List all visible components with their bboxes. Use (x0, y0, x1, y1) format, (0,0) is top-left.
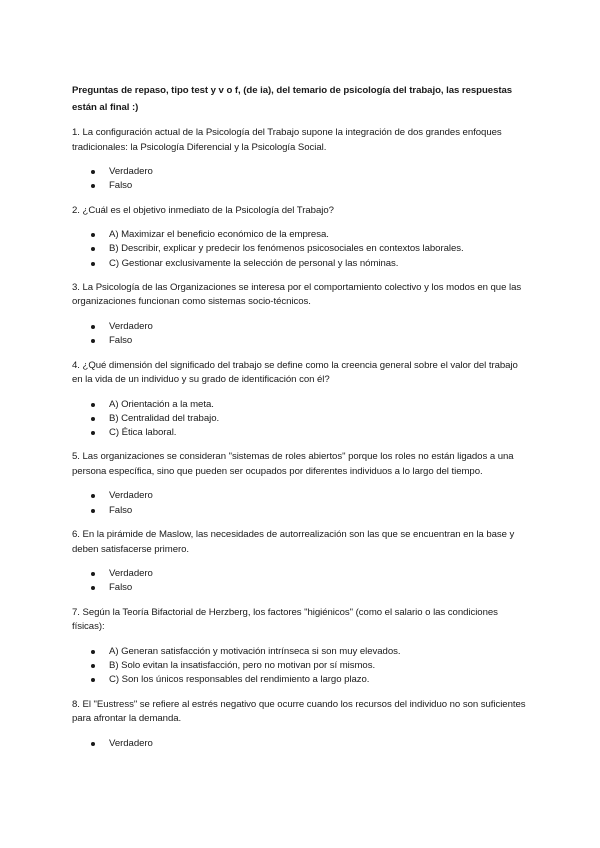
bullet-icon (91, 431, 95, 435)
option-label: Falso (109, 504, 133, 516)
option-label: Falso (109, 582, 133, 594)
question-text: 6. En la pirámide de Maslow, las necesidades de autorrealización son las que se encuentran en la base y deben satisfacerse primero. (72, 529, 515, 555)
option-item (72, 242, 528, 256)
option-list (72, 165, 528, 194)
option-item (72, 426, 528, 440)
bullet-icon (91, 417, 95, 421)
option-item (72, 257, 528, 271)
option-list (72, 398, 528, 441)
option-label: C) Son los únicos responsables del rendimiento a largo plazo. (109, 674, 370, 686)
option-label: Verdadero (109, 568, 153, 580)
bullet-icon (91, 742, 95, 746)
option-item (72, 398, 528, 412)
question-block (72, 528, 528, 596)
option-label: Verdadero (109, 490, 153, 502)
document-page (72, 82, 528, 761)
bullet-icon (91, 664, 95, 668)
bullet-icon (91, 170, 95, 174)
question-text: 4. ¿Qué dimensión del significado del trabajo se define como la creencia general sobre el valor del trabajo en la vida de un individuo y su grado de identificación con él? (72, 359, 518, 386)
option-label: C) Ética laboral. (109, 427, 177, 439)
question-list (72, 126, 528, 751)
question-text: 2. ¿Cuál es el objetivo inmediato de la Psicología del Trabajo? (72, 204, 334, 216)
bullet-icon (91, 494, 95, 498)
bullet-icon (91, 262, 95, 266)
option-item (72, 228, 528, 242)
question-block (72, 126, 528, 194)
option-item (72, 504, 528, 518)
option-label: A) Orientación a la meta. (109, 398, 214, 410)
option-label: Falso (109, 335, 133, 347)
question-text: 3. La Psicología de las Organizaciones se interesa por el comportamiento colectivo y los modos en que las organizaciones funcionan como sistemas socio-técnicos. (72, 281, 522, 308)
question-text: 8. El "Eustress" se refiere al estrés negativo que ocurre cuando los recursos del individuo no son suficientes para afrontar la demanda. (72, 698, 526, 725)
bullet-icon (91, 184, 95, 188)
option-list (72, 489, 528, 518)
option-list (72, 320, 528, 349)
bullet-icon (91, 325, 95, 329)
option-label: C) Gestionar exclusivamente la selección de personal y las nóminas. (109, 257, 399, 269)
question-text: 1. La configuración actual de la Psicología del Trabajo supone la integración de dos grandes enfoques tradicionales: la Psicología Diferencial y la Psicología Social. (72, 127, 502, 153)
question-text: 7. Según la Teoría Bifactorial de Herzberg, los factores "higiénicos" (como el salario o las condiciones físicas): (72, 606, 498, 633)
option-item (72, 489, 528, 503)
bullet-icon (91, 586, 95, 590)
option-item (72, 673, 528, 687)
option-item (72, 567, 528, 581)
option-item (72, 581, 528, 595)
option-label: Verdadero (109, 737, 153, 749)
bullet-icon (91, 678, 95, 682)
bullet-icon (91, 509, 95, 513)
bullet-icon (91, 339, 95, 343)
option-item (72, 737, 528, 751)
option-item (72, 334, 528, 348)
option-label: B) Centralidad del trabajo. (109, 412, 220, 424)
option-list (72, 228, 528, 271)
question-block (72, 359, 528, 441)
option-item (72, 179, 528, 193)
option-item (72, 412, 528, 426)
bullet-icon (91, 247, 95, 251)
option-list (72, 737, 528, 751)
option-label: Verdadero (109, 166, 153, 177)
bullet-icon (91, 650, 95, 654)
option-label: Verdadero (109, 320, 153, 332)
intro-heading: Preguntas de repaso, tipo test y v o f, (de ia), del temario de psicología del trabajo, las respuestas están al final :) (72, 85, 513, 113)
question-text: 5. Las organizaciones se consideran "sistemas de roles abiertos" porque los roles no están ligados a una persona específica, sino que pueden ser ocupados por diferentes individuos a lo largo del tiempo. (72, 451, 514, 477)
option-list (72, 645, 528, 688)
question-block (72, 698, 528, 751)
option-item (72, 320, 528, 334)
option-label: A) Maximizar el beneficio económico de la empresa. (109, 229, 329, 241)
option-label: A) Generan satisfacción y motivación intrínseca si son muy elevados. (109, 645, 401, 657)
question-block (72, 450, 528, 518)
option-item (72, 659, 528, 673)
bullet-icon (91, 233, 95, 237)
bullet-icon (91, 572, 95, 576)
option-item (72, 645, 528, 659)
option-label: B) Solo evitan la insatisfacción, pero no motivan por sí mismos. (109, 659, 376, 671)
option-item (72, 165, 528, 179)
question-block (72, 606, 528, 688)
bullet-icon (91, 403, 95, 407)
option-label: B) Describir, explicar y predecir los fenómenos psicosociales en contextos laborales. (109, 243, 464, 255)
option-list (72, 567, 528, 596)
option-label: Falso (109, 180, 133, 192)
question-block (72, 204, 528, 271)
question-block (72, 281, 528, 349)
